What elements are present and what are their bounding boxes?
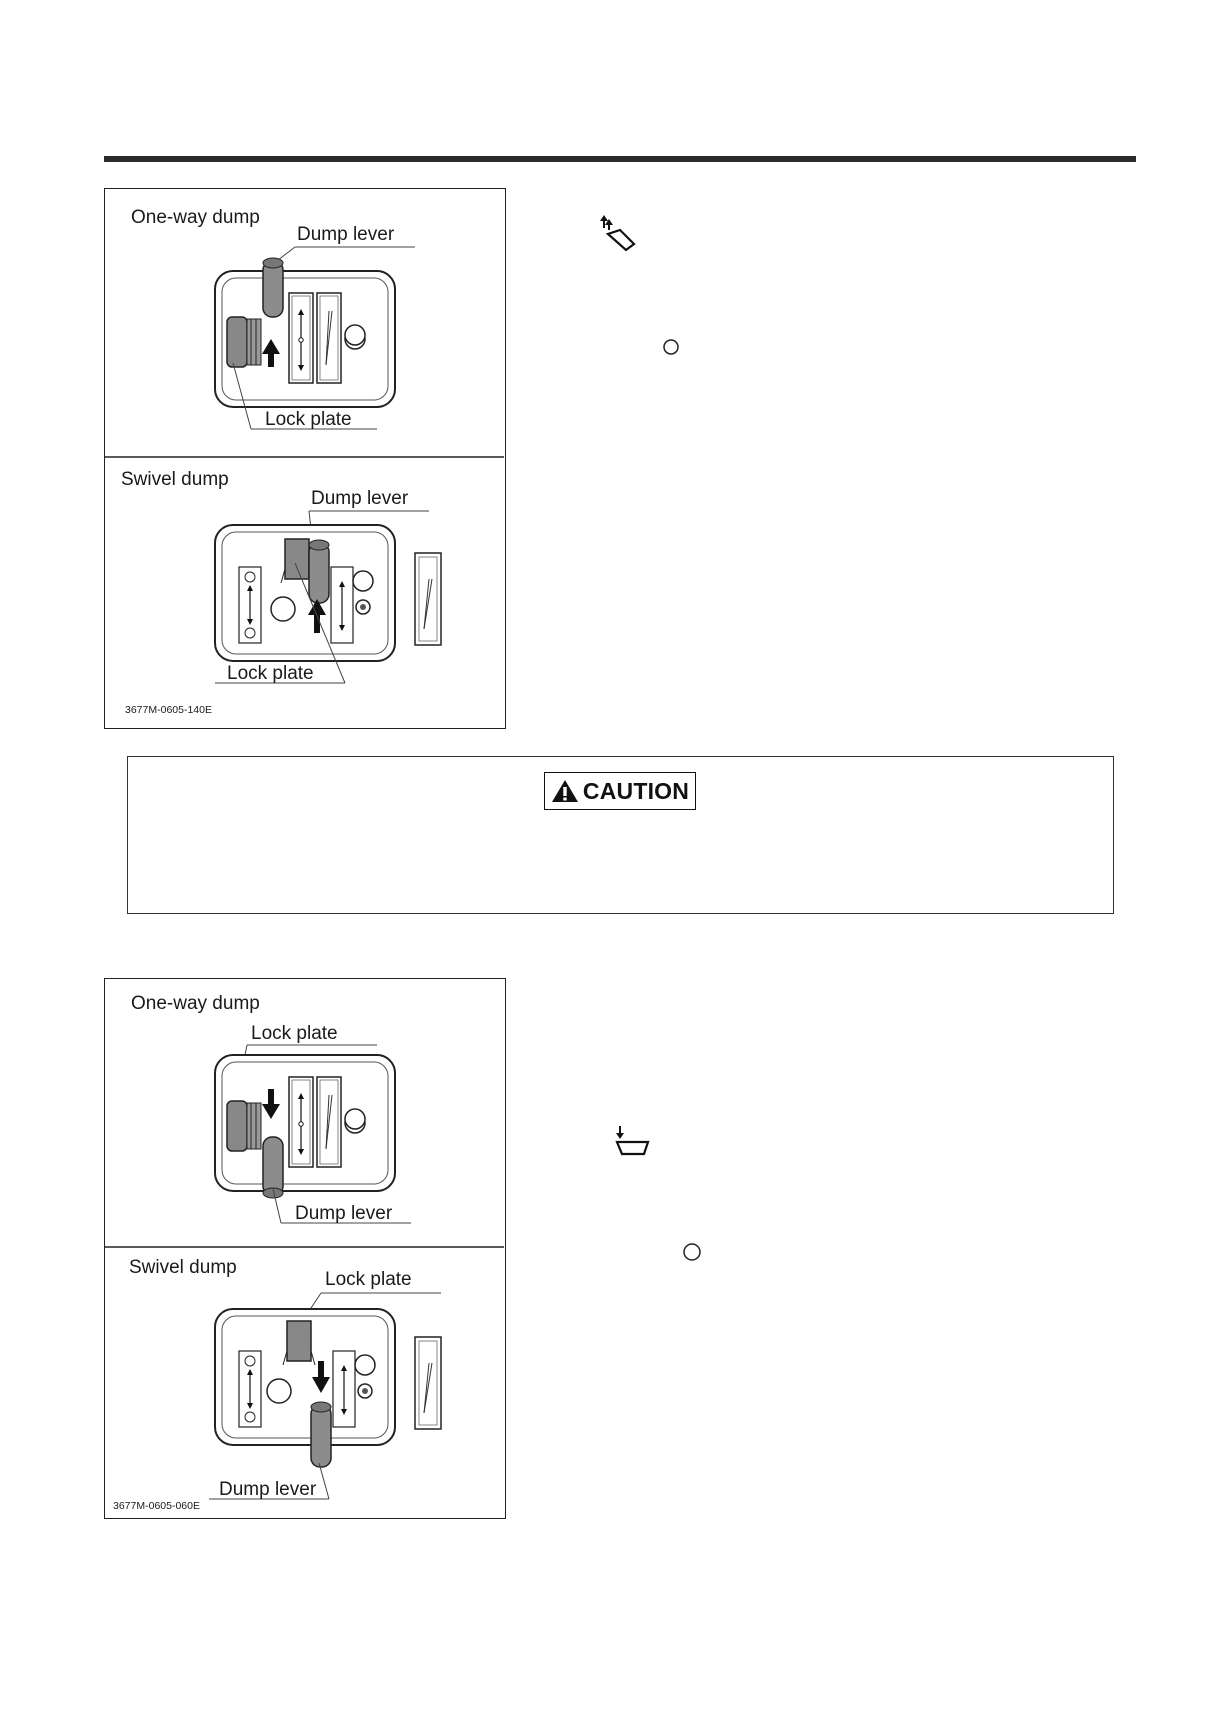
figure-code: 3677M-0605-140E — [125, 704, 212, 716]
figure-code: 3677M-0605-060E — [113, 1500, 200, 1512]
lock-plate-label: Lock plate — [325, 1269, 412, 1290]
header-rule — [104, 156, 1136, 162]
figure-dump-lever-lower — [104, 978, 506, 1519]
caution-box — [127, 756, 1114, 914]
caution-badge — [544, 772, 696, 810]
figure-dump-lever-raise-drawing — [105, 189, 504, 727]
dump-lever-label: Dump lever — [311, 488, 409, 509]
dump-raise-icon — [598, 214, 640, 254]
figure-dump-lever-lower-drawing — [105, 979, 504, 1517]
dump-lower-icon — [614, 1124, 654, 1160]
panel-title: Swivel dump — [121, 469, 229, 490]
neutral-circle-icon — [682, 1242, 702, 1262]
neutral-circle-icon — [662, 338, 680, 356]
figure-dump-lever-raise — [104, 188, 506, 729]
dump-lever-label: Dump lever — [297, 224, 395, 245]
panel-title: One-way dump — [131, 993, 260, 1014]
panel-title: Swivel dump — [129, 1257, 237, 1278]
panel-title: One-way dump — [131, 207, 260, 228]
warning-triangle-icon — [551, 779, 579, 803]
caution-label: CAUTION — [582, 777, 690, 804]
lock-plate-label: Lock plate — [251, 1023, 338, 1044]
dump-lever-label: Dump lever — [295, 1203, 393, 1224]
lock-plate-label: Lock plate — [265, 409, 352, 430]
lock-plate-label: Lock plate — [227, 663, 314, 684]
dump-lever-label: Dump lever — [219, 1479, 317, 1500]
